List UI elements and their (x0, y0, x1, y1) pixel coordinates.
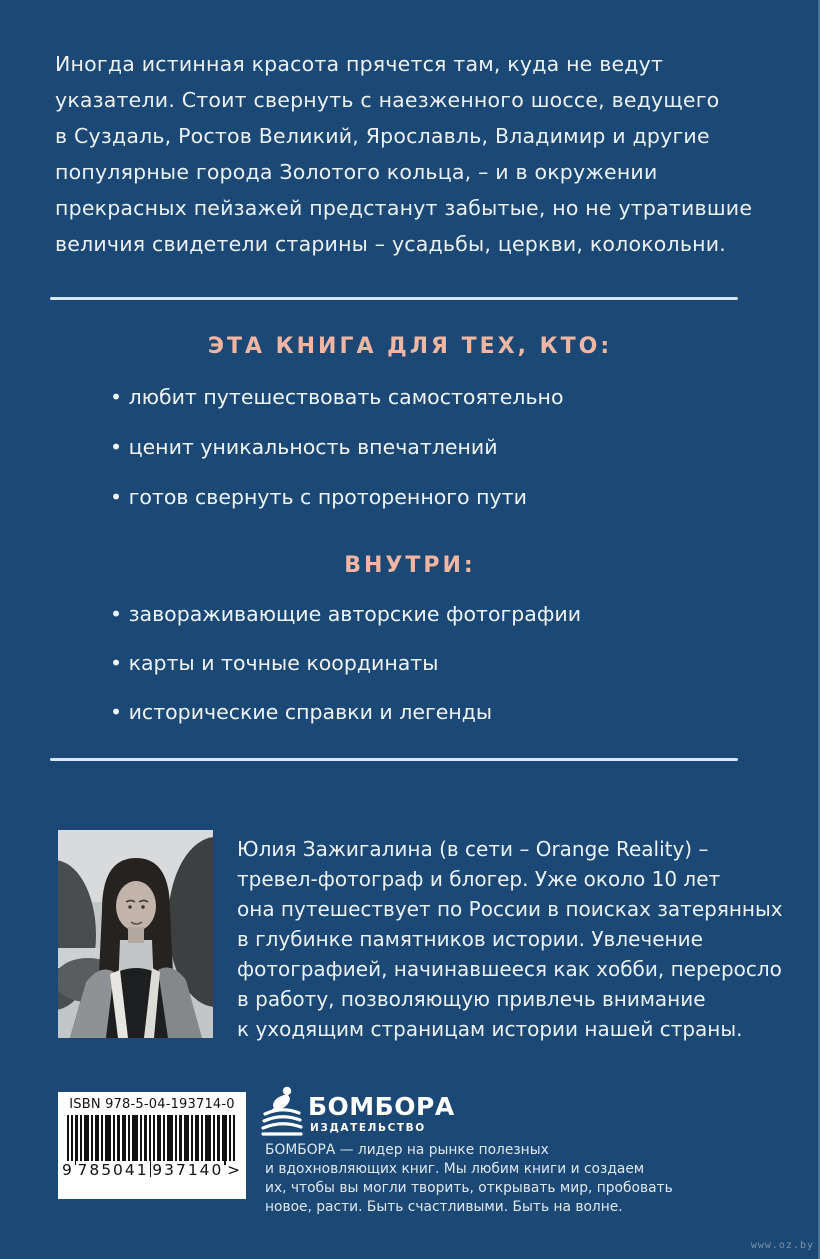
barcode-digits (58, 1161, 246, 1179)
author-bio-line: Юлия Зажигалина (в сети – Orange Reality) – (237, 837, 709, 861)
list-item: • любит путешествовать самостоятельно (110, 386, 563, 409)
barcode-first-digit: 9 (62, 1161, 74, 1179)
intro-line: указатели. Стоит свернуть с наезженного шоссе, ведущего (55, 88, 720, 112)
section-heading-for-whom: ЭТА КНИГА ДЛЯ ТЕХ, КТО: (207, 334, 613, 359)
barcode-block (58, 1092, 246, 1199)
list-item: • ценит уникальность впечатлений (110, 436, 563, 459)
barcode-group2: 937140 (152, 1161, 224, 1179)
publisher-logo-name: БОМБОРА (308, 1092, 455, 1121)
isbn-label: ISBN 978-5-04-193714-0 (69, 1097, 235, 1112)
publisher-description-line: и вдохновляющих книг. Мы любим книги и создаем (265, 1161, 645, 1177)
barcode-end-mark: > (227, 1161, 242, 1179)
intro-paragraph (55, 46, 752, 262)
publisher-description-line: БОМБОРА — лидер на рынке полезных (265, 1142, 549, 1158)
publisher-description-line: новое, расти. Быть счастливыми. Быть на волне. (265, 1199, 623, 1215)
intro-line: Иногда истинная красота прячется там, куда не ведут (55, 52, 664, 76)
publisher-logo-subtitle: ИЗДАТЕЛЬСТВО (310, 1122, 426, 1134)
divider-top (50, 297, 738, 300)
store-watermark: www.oz.by (750, 1240, 814, 1251)
author-bio-line: тревел-фотограф и блогер. Уже около 10 лет (237, 867, 721, 891)
list-item: • готов свернуть с проторенного пути (110, 486, 563, 509)
publisher-description (265, 1141, 673, 1217)
author-bio-line: к уходящим страницам истории нашей страны. (237, 1017, 743, 1041)
intro-line: популярные города Золотого кольца, – и в окружении (55, 160, 658, 184)
author-bio-line: в глубинке памятников истории. Увлечение (237, 927, 703, 951)
author-bio-line: она путешествует по России в поисках затерянных (237, 897, 783, 921)
author-photo (58, 830, 213, 1038)
author-bio-line: фотографией, начинавшееся как хобби, переросло (237, 957, 782, 981)
bullet-list-for-whom (110, 386, 563, 509)
divider-bottom (50, 758, 738, 761)
intro-line: величия свидетели старины – усадьбы, церкви, колокольни. (55, 232, 726, 256)
author-bio-line: в работу, позволяющую привлечь внимание (237, 987, 706, 1011)
list-item: • карты и точные координаты (110, 652, 581, 675)
list-item: • исторические справки и легенды (110, 701, 581, 724)
section-heading-inside: ВНУТРИ: (344, 553, 476, 578)
author-bio (237, 834, 783, 1044)
list-item: • завораживающие авторские фотографии (110, 603, 581, 626)
bombora-logo-icon (260, 1086, 304, 1140)
barcode-group1: 785041 (77, 1161, 149, 1179)
bullet-list-inside (110, 603, 581, 724)
intro-line: в Суздаль, Ростов Великий, Ярославль, Владимир и другие (55, 124, 710, 148)
intro-line: прекрасных пейзажей предстанут забытые, но не утратившие (55, 196, 753, 220)
publisher-description-line: их, чтобы вы могли творить, открывать мир, пробовать (265, 1180, 673, 1196)
